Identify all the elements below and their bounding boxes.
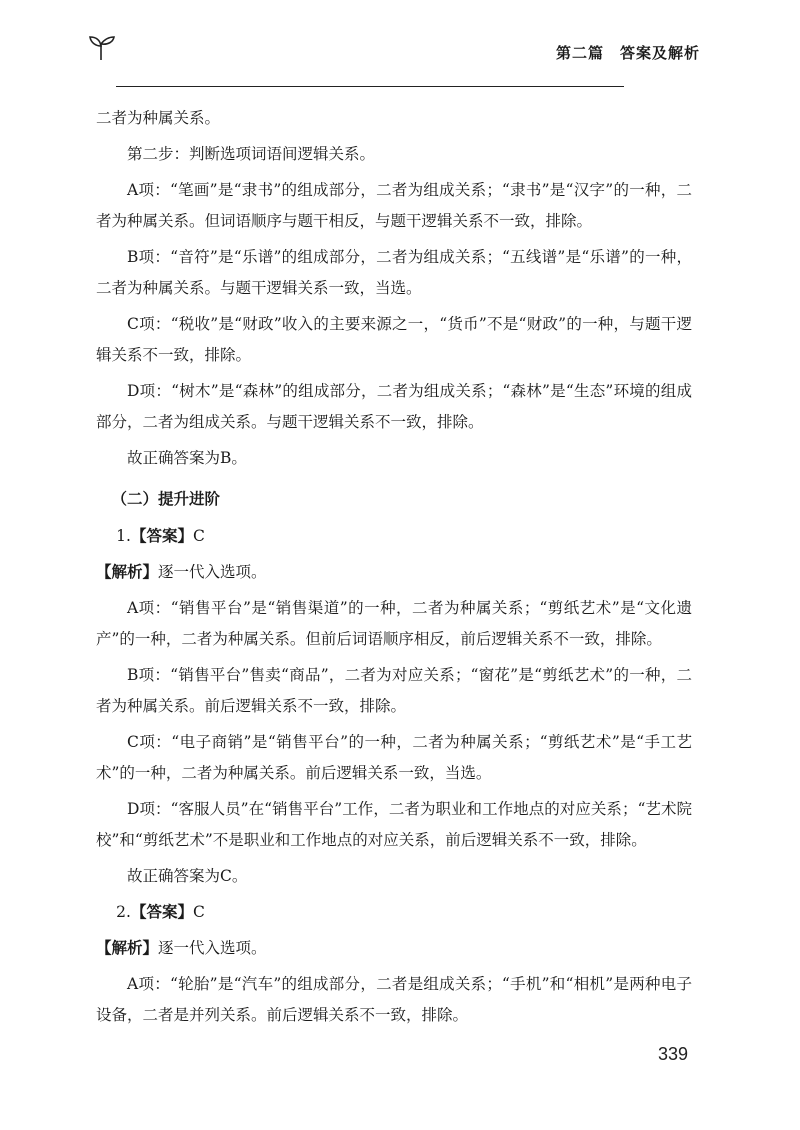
answer-tag: 【答案】 — [130, 903, 193, 921]
header-title: 第二篇 答案及解析 — [555, 44, 700, 62]
q2-number: 2. — [116, 903, 131, 921]
header-rule — [116, 86, 624, 87]
q1-answer-line — [96, 521, 692, 552]
q1-option-b: B项：“销售平台”售卖“商品”，二者为对应关系；“窗花”是“剪纸艺术”的一种，二者为种属关系。前后逻辑关系不一致，排除。 — [96, 666, 692, 715]
q1-analysis-line — [96, 557, 692, 588]
option-d-paragraph: D项：“树木”是“森林”的组成部分，二者为组成关系；“森林”是“生态”环境的组成部分，二者为组成关系。与题干逻辑关系不一致，排除。 — [96, 382, 692, 431]
paragraph: 二者为种属关系。 — [96, 109, 221, 127]
answer-tag: 【答案】 — [130, 527, 193, 545]
q1-option-c: C项：“电子商销”是“销售平台”的一种，二者为种属关系；“剪纸艺术”是“手工艺术”的一种，二者为种属关系。前后逻辑关系一致，当选。 — [96, 733, 692, 782]
page-number: 339 — [657, 1044, 688, 1064]
q2-analysis-line — [96, 933, 692, 964]
sprout-icon — [86, 32, 116, 62]
q1-answer: C — [192, 527, 205, 545]
page-header — [86, 30, 700, 70]
q2-option-a: A项：“轮胎”是“汽车”的组成部分，二者是组成关系；“手机”和“相机”是两种电子设备，二者是并列关系。前后逻辑关系不一致，排除。 — [96, 975, 692, 1024]
page-content — [96, 103, 692, 1031]
q1-analysis: 逐一代入选项。 — [158, 563, 267, 581]
q2-answer: C — [192, 903, 205, 921]
analysis-tag: 【解析】 — [96, 563, 159, 581]
q1-option-d: D项：“客服人员”在“销售平台”工作，二者为职业和工作地点的对应关系；“艺术院校”和“剪纸艺术”不是职业和工作地点的对应关系，前后逻辑关系不一致，排除。 — [96, 800, 692, 849]
q2-analysis: 逐一代入选项。 — [158, 939, 267, 957]
section-title: （二）提升进阶 — [111, 490, 221, 508]
option-a-paragraph: A项：“笔画”是“隶书”的组成部分，二者为组成关系；“隶书”是“汉字”的一种，二者为种属关系。但词语顺序与题干相反，与题干逻辑关系不一致，排除。 — [96, 181, 692, 230]
q1-number: 1. — [116, 527, 131, 545]
option-c-paragraph: C项：“税收”是“财政”收入的主要来源之一，“货币”不是“财政”的一种，与题干逻辑关系不一致，排除。 — [96, 315, 692, 364]
paragraph: 第二步：判断选项词语间逻辑关系。 — [127, 145, 376, 163]
q1-conclusion: 故正确答案为C。 — [127, 867, 248, 885]
q2-answer-line — [96, 897, 692, 928]
conclusion: 故正确答案为B。 — [127, 449, 247, 467]
analysis-tag: 【解析】 — [96, 939, 159, 957]
option-b-paragraph: B项：“音符”是“乐谱”的组成部分，二者为组成关系；“五线谱”是“乐谱”的一种，二者为种属关系。与题干逻辑关系一致，当选。 — [96, 248, 692, 297]
q1-option-a: A项：“销售平台”是“销售渠道”的一种，二者为种属关系；“剪纸艺术”是“文化遗产”的一种，二者为种属关系。但前后词语顺序相反，前后逻辑关系不一致，排除。 — [96, 599, 692, 648]
